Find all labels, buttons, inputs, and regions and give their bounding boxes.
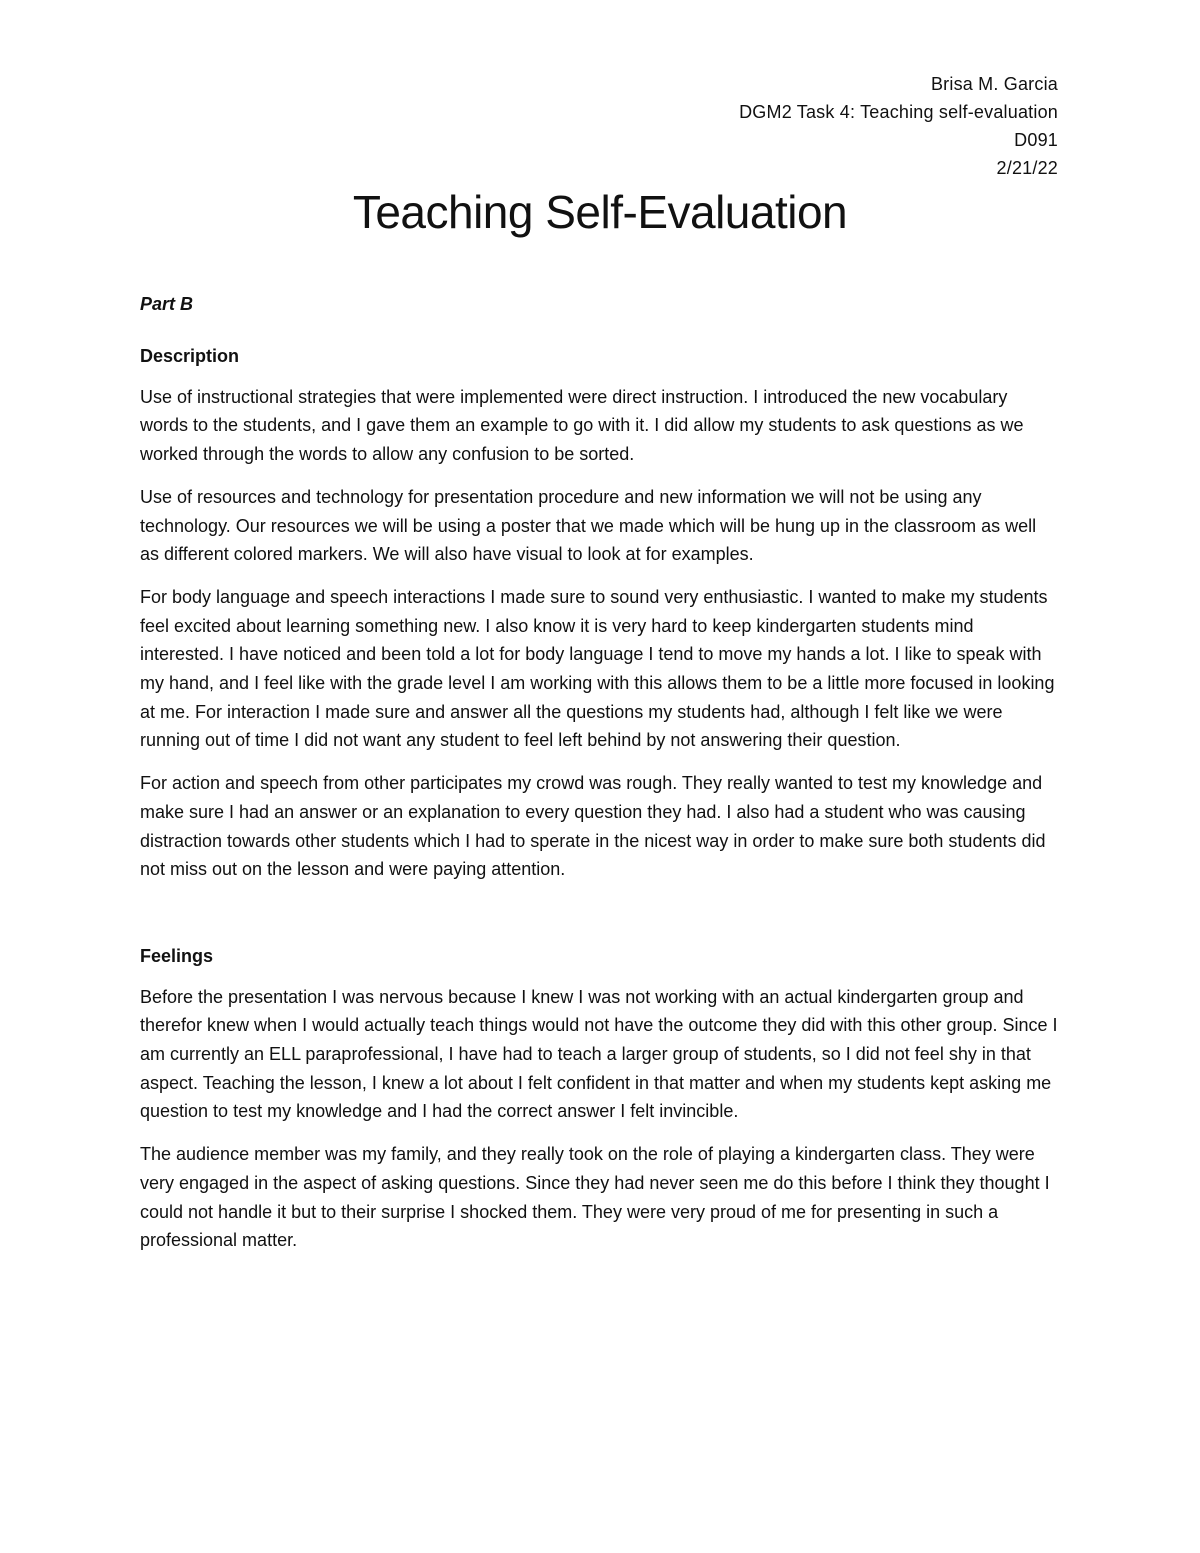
document-header (739, 70, 1058, 182)
paragraph: Use of resources and technology for presentation procedure and new information we will not be using any technology. Our resources we will be using a poster that we made which will be hung up in the classroom as well as different colored markers. We will also have visual to look at for examples. (140, 486, 1037, 565)
part-label: Part B (140, 294, 194, 314)
feelings-section (140, 942, 1060, 1255)
description-section (140, 342, 1060, 884)
section-spacer (140, 898, 1060, 942)
section-heading-feelings: Feelings (140, 945, 214, 966)
course-code: D091 (1014, 130, 1058, 150)
document-date: 2/21/22 (996, 158, 1058, 178)
document-title: Teaching Self-Evaluation (352, 186, 848, 238)
section-heading-description: Description (140, 346, 240, 366)
paragraph: For action and speech from other participates my crowd was rough. They really wanted to test my knowledge and make sure I had an answer or an explanation to every question they had. I also had a student who was causing distraction towards other students which I had to sperate in the nicest way in order to make sure both students did not miss out on the lesson and were paying attention. (140, 773, 1046, 880)
paragraph: The audience member was my family, and they really took on the role of playing a kindergarten class. They were very engaged in the aspect of asking questions. Since they had never seen me do this before I think they thought I could not handle it but to their surprise I shocked them. They were very proud of me for presenting in such a professional matter. (140, 1144, 1050, 1251)
document-body (140, 290, 1060, 1269)
author-name: Brisa M. Garcia (930, 74, 1058, 94)
paragraph: Use of instructional strategies that were implemented were direct instruction. I introduced the new vocabulary words to the students, and I gave them an example to go with it. I did allow my students to ask questions as we worked through the words to allow any confusion to be sorted. (140, 386, 1024, 465)
paragraph: For body language and speech interactions I made sure to sound very enthusiastic. I wanted to make my students feel excited about learning something new. I also know it is very hard to keep kindergarten students mind interested. I have noticed and been told a lot for body language I tend to move my hands a lot. I like to speak with my hand, and I feel like with the grade level I am working with this allows them to be a little more focused in looking at me. For interaction I made sure and answer all the questions my students had, although I felt like we were running out of time I did not want any student to feel left behind by not answering their question. (140, 586, 1055, 751)
paragraph: Before the presentation I was nervous because I knew I was not working with an actual kindergarten group and therefor knew when I would actually teach things would not have the outcome they did with this other group. Since I am currently an ELL paraprofessional, I have had to teach a larger group of students, so I did not feel shy in that aspect. Teaching the lesson, I knew a lot about I felt confident in that matter and when my students kept asking me question to test my knowledge and I had the correct answer I felt invincible. (140, 986, 1058, 1122)
assignment-name: DGM2 Task 4: Teaching self-evaluation (739, 102, 1058, 122)
